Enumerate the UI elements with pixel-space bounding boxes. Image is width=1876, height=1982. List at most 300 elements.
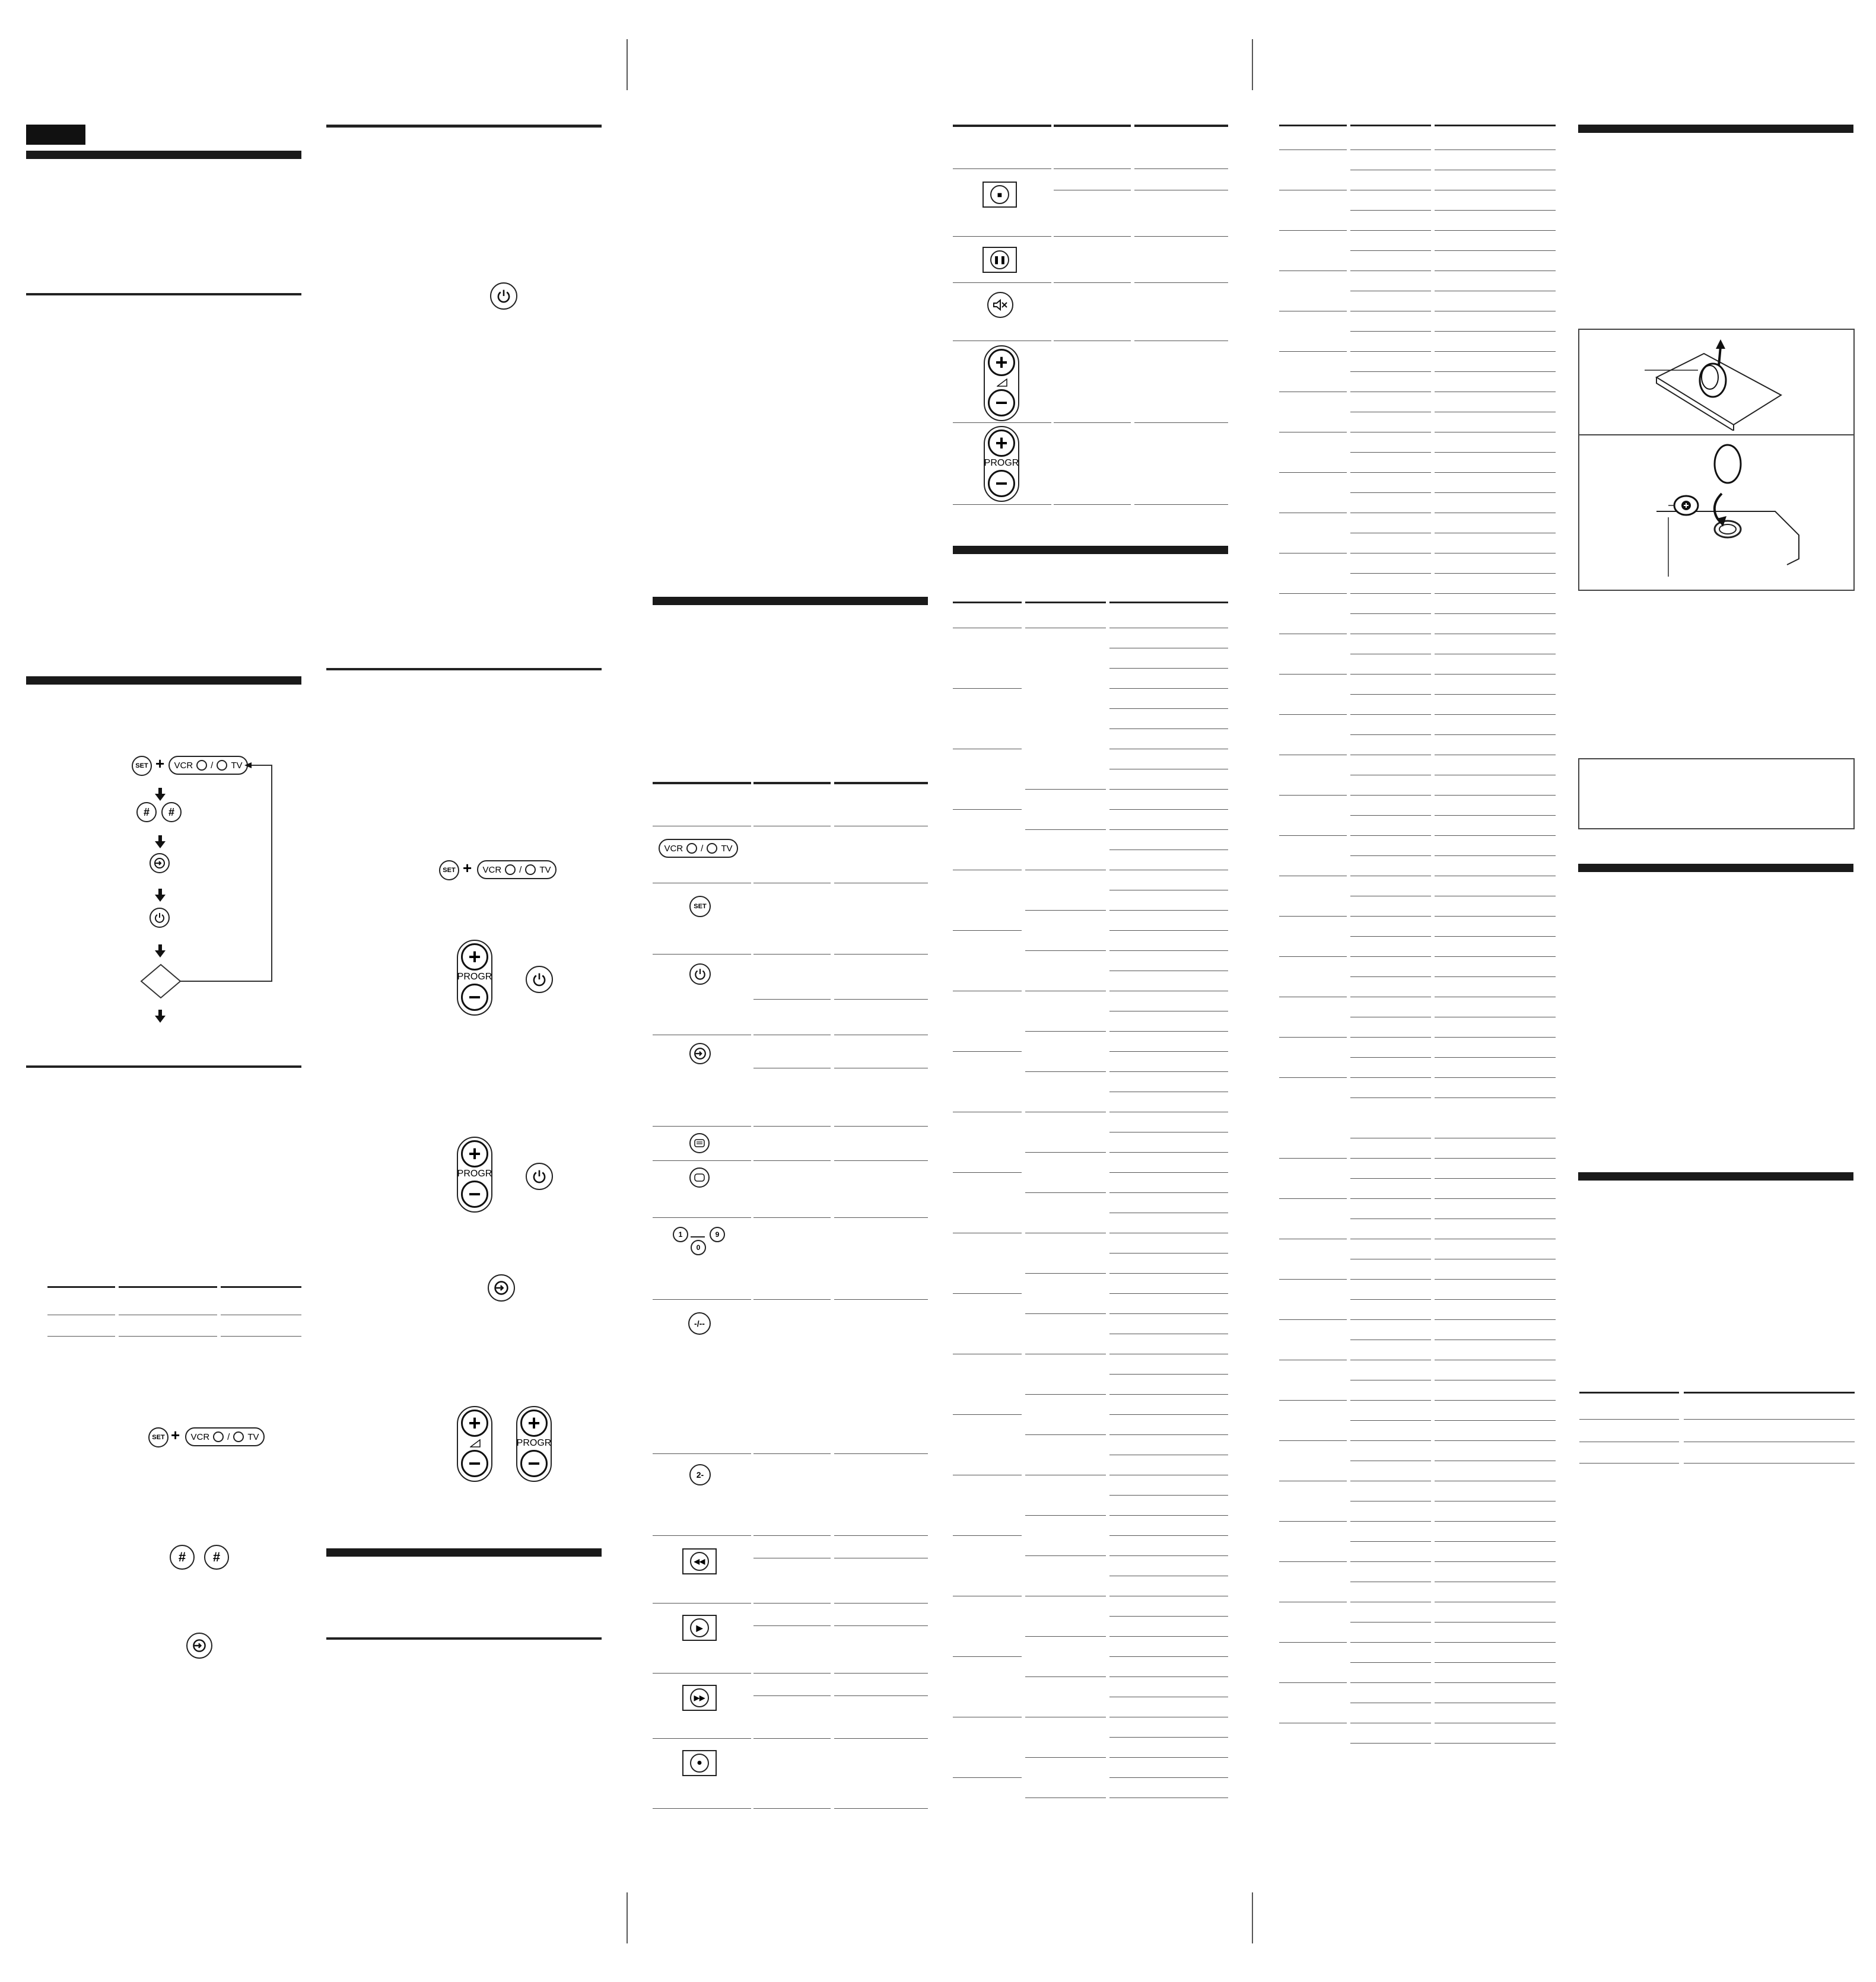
table-row-rule — [1025, 1192, 1106, 1193]
table-row-rule — [1054, 422, 1131, 423]
table-row-rule — [1350, 230, 1431, 231]
table-row-rule — [119, 1336, 217, 1337]
table-row-rule — [834, 1126, 928, 1127]
table-row-rule — [1025, 1273, 1106, 1274]
table-row-rule — [953, 1172, 1022, 1173]
section-rule-setup — [26, 676, 301, 685]
table-row-rule — [1279, 1037, 1347, 1038]
input-button — [186, 1633, 212, 1659]
table-row-rule — [653, 1299, 751, 1300]
table-row-rule — [1350, 1198, 1431, 1199]
rewind-icon: ◀◀ — [690, 1552, 709, 1571]
hash-button-1: # — [136, 802, 157, 822]
table-row-rule — [1279, 593, 1347, 594]
play-button — [682, 1615, 717, 1641]
table-row-rule — [1350, 492, 1431, 493]
table-row-rule — [834, 1808, 928, 1809]
table-row-rule — [1684, 1463, 1855, 1464]
table-row-rule — [753, 1625, 831, 1626]
progr-label: PROGR — [457, 972, 492, 982]
table-row-rule — [1025, 1636, 1106, 1637]
table-row-rule — [1435, 835, 1556, 836]
table-row-rule — [953, 1777, 1022, 1778]
play-icon: ▶ — [690, 1618, 709, 1637]
progr-label: PROGR — [984, 458, 1019, 468]
fold-mark-bottom-2 — [1252, 1892, 1253, 1943]
table-row-rule — [1109, 1031, 1228, 1032]
progr-rocker — [457, 940, 492, 1016]
battery-insert-drawing — [1645, 440, 1805, 583]
table-row-rule — [1350, 855, 1431, 856]
table-row-rule — [1435, 210, 1556, 211]
table-row-rule — [1350, 835, 1431, 836]
teletext-button — [689, 1133, 710, 1153]
table-row-rule — [1054, 282, 1131, 283]
table-row-rule — [1279, 1279, 1347, 1280]
down-arrow-icon — [155, 841, 166, 848]
table-row-rule — [1435, 815, 1556, 816]
table-row-rule — [1109, 1616, 1228, 1617]
battery-illustration — [1578, 329, 1855, 591]
fold-mark-top-2 — [1252, 39, 1253, 90]
table-row-rule — [1025, 789, 1106, 790]
progr-label: PROGR — [457, 1169, 492, 1179]
table-row-rule — [1435, 573, 1556, 574]
plus-icon: + — [461, 1140, 488, 1167]
table-row-rule — [1579, 1419, 1679, 1420]
table-row-rule — [1109, 950, 1228, 951]
vcr-dot — [505, 864, 516, 875]
table-row-rule — [1435, 855, 1556, 856]
table-row-rule — [1109, 1495, 1228, 1496]
table-row-rule — [953, 1656, 1022, 1657]
table-row-rule — [753, 999, 831, 1000]
table-row-rule — [1279, 1319, 1347, 1320]
table-row-rule — [1109, 1172, 1228, 1173]
table-row-rule — [953, 236, 1051, 237]
progr-rocker — [457, 1137, 492, 1213]
section-rule-2 — [26, 1065, 301, 1068]
table-row-rule — [1279, 1561, 1347, 1562]
table-row-rule — [753, 954, 831, 955]
vcr-label: VCR — [482, 864, 502, 875]
rewind-button — [682, 1548, 717, 1574]
number-0-button: 0 — [691, 1240, 706, 1255]
table-row-rule — [1435, 1198, 1556, 1199]
table-row-rule — [1350, 250, 1431, 251]
record-button — [682, 1750, 717, 1776]
input-icon — [694, 1047, 707, 1060]
table-row-rule — [1025, 1515, 1106, 1516]
table-row-rule — [1134, 422, 1228, 423]
illustration-divider — [1579, 434, 1853, 435]
table-row-rule — [1435, 734, 1556, 735]
vcr-tv-switch — [185, 1427, 265, 1446]
plus-sign: + — [463, 859, 472, 877]
tv-label: TV — [539, 864, 551, 875]
table-row-rule — [834, 999, 928, 1000]
table-row-rule — [1435, 1077, 1556, 1078]
table-row-rule — [1109, 789, 1228, 790]
down-arrow-icon — [155, 895, 166, 902]
table-row-rule — [1435, 351, 1556, 352]
table-row-rule — [1109, 1394, 1228, 1395]
table-row-rule — [753, 1535, 831, 1536]
plus-icon: + — [988, 430, 1015, 457]
set-button: SET — [689, 896, 711, 917]
table-header-rule — [221, 1286, 301, 1288]
stop-icon: ■ — [990, 185, 1009, 204]
table-row-rule — [1350, 795, 1431, 796]
language-tab — [26, 125, 85, 145]
table-row-rule — [1435, 1521, 1556, 1522]
table-row-rule — [1279, 714, 1347, 715]
vcr-tv-switch — [659, 839, 738, 858]
table-row-rule — [1435, 916, 1556, 917]
table-row-rule — [1579, 1463, 1679, 1464]
table-row-rule — [1109, 1051, 1228, 1052]
table-header-rule — [953, 125, 1051, 127]
table-row-rule — [1350, 714, 1431, 715]
table-row-rule — [1435, 1178, 1556, 1179]
table-row-rule — [1350, 1178, 1431, 1179]
table-row-rule — [1435, 1682, 1556, 1683]
set-button: SET — [439, 860, 459, 880]
input-icon — [494, 1280, 509, 1296]
fold-mark-bottom-1 — [627, 1892, 628, 1943]
input-icon — [154, 857, 166, 869]
table-row-rule — [1350, 1037, 1431, 1038]
separator: / — [227, 1431, 230, 1442]
table-header-rule — [1279, 125, 1347, 126]
table-row-rule — [1435, 331, 1556, 332]
table-row-rule — [1025, 1434, 1106, 1435]
table-row-rule — [834, 1673, 928, 1674]
plus-icon: + — [520, 1410, 548, 1437]
power-icon — [154, 912, 166, 924]
table-row-rule — [653, 1535, 751, 1536]
table-row-rule — [1350, 1743, 1431, 1744]
table-row-rule — [1279, 149, 1347, 150]
table-row-rule — [1435, 1299, 1556, 1300]
table-row-rule — [653, 1738, 751, 1739]
table-header-rule — [1025, 602, 1106, 603]
table-row-rule — [1435, 1279, 1556, 1280]
table-row-rule — [653, 1217, 751, 1218]
table-row-rule — [1279, 1521, 1347, 1522]
progr-rocker — [516, 1406, 552, 1482]
table-row-rule — [1435, 371, 1556, 372]
table-row-rule — [753, 1808, 831, 1809]
table-row-rule — [1109, 1313, 1228, 1314]
number-1-button: 1 — [673, 1227, 688, 1242]
table-row-rule — [1435, 1743, 1556, 1744]
minus-icon: − — [461, 1450, 488, 1477]
table-row-rule — [953, 930, 1022, 931]
pause-icon: ❚❚ — [990, 250, 1009, 269]
plus-icon: + — [461, 943, 488, 971]
power-button — [490, 282, 517, 310]
table-row-rule — [753, 1603, 831, 1604]
table-row-rule — [1435, 452, 1556, 453]
table-row-rule — [1109, 1434, 1228, 1435]
power-button — [526, 1163, 553, 1190]
mute-icon — [992, 298, 1009, 312]
plus-sign: + — [171, 1426, 180, 1444]
table-row-rule — [1109, 910, 1228, 911]
section-rule-title — [26, 151, 301, 159]
volume-rocker — [984, 345, 1019, 421]
tv-screen-icon — [694, 1173, 705, 1182]
vcr-dot — [213, 1431, 224, 1442]
table-row-rule — [1350, 1400, 1431, 1401]
table-row-rule — [1435, 936, 1556, 937]
battery-cover-open-drawing — [1645, 336, 1793, 431]
table-row-rule — [1279, 1440, 1347, 1441]
table-header-rule — [119, 1286, 217, 1288]
table-row-rule — [221, 1336, 301, 1337]
table-row-rule — [1350, 593, 1431, 594]
table-row-rule — [1109, 1636, 1228, 1637]
minus-icon: − — [520, 1450, 548, 1477]
down-arrow-icon — [155, 950, 166, 957]
table-row-rule — [1109, 1535, 1228, 1536]
input-button — [150, 853, 170, 873]
table-row-rule — [753, 1695, 831, 1696]
section-rule-bold — [1578, 864, 1853, 872]
table-row-rule — [1435, 976, 1556, 977]
table-row-rule — [953, 168, 1051, 169]
table-row-rule — [653, 1673, 751, 1674]
table-row-rule — [753, 1673, 831, 1674]
table-row-rule — [1435, 149, 1556, 150]
table-row-rule — [1134, 236, 1228, 237]
section-rule-bold — [653, 597, 928, 605]
section-rule — [326, 668, 602, 670]
table-header-rule — [1054, 125, 1131, 127]
table-row-rule — [834, 1695, 928, 1696]
table-row-rule — [1279, 1682, 1347, 1683]
minus-icon: − — [988, 389, 1015, 416]
table-row-rule — [1350, 1319, 1431, 1320]
power-button — [689, 963, 711, 985]
vcr-label: VCR — [190, 1431, 210, 1442]
table-row-rule — [653, 1453, 751, 1454]
mute-button — [987, 292, 1013, 318]
table-row-rule — [753, 1453, 831, 1454]
table-row-rule — [1279, 1158, 1347, 1159]
table-row-rule — [1350, 613, 1431, 614]
table-row-rule — [1109, 1515, 1228, 1516]
table-row-rule — [834, 1738, 928, 1739]
table-row-rule — [1350, 956, 1431, 957]
power-button — [526, 966, 553, 993]
table-row-rule — [1109, 1192, 1228, 1193]
table-row-rule — [1435, 250, 1556, 251]
tv-label: TV — [231, 760, 243, 771]
table-row-rule — [1025, 910, 1106, 911]
table-header-rule — [1579, 1392, 1679, 1394]
table-header-rule — [1134, 125, 1228, 127]
teletext-icon — [694, 1138, 705, 1148]
hash-button-1: # — [170, 1545, 195, 1570]
table-row-rule — [1435, 956, 1556, 957]
tv-label: TV — [247, 1431, 259, 1442]
table-row-rule — [1350, 149, 1431, 150]
table-row-rule — [653, 1603, 751, 1604]
table-row-rule — [1109, 1777, 1228, 1778]
table-row-rule — [1435, 1440, 1556, 1441]
table-row-rule — [1350, 331, 1431, 332]
table-row-rule — [1350, 371, 1431, 372]
table-row-rule — [953, 1535, 1022, 1536]
number-9-button: 9 — [710, 1227, 725, 1242]
input-icon — [192, 1639, 206, 1653]
table-row-rule — [834, 1535, 928, 1536]
table-row-rule — [753, 1299, 831, 1300]
table-row-rule — [834, 1299, 928, 1300]
table-row-rule — [1435, 795, 1556, 796]
table-row-rule — [1025, 1555, 1106, 1556]
volume-wedge-icon — [470, 1439, 481, 1447]
tv-label: TV — [721, 843, 733, 854]
input-button — [689, 1043, 711, 1064]
table-row-rule — [753, 1217, 831, 1218]
table-row-rule — [1350, 1158, 1431, 1159]
table-row-rule — [1109, 1656, 1228, 1657]
section-rule-1 — [26, 293, 301, 295]
table-row-rule — [1350, 916, 1431, 917]
table-row-rule — [1109, 930, 1228, 931]
table-row-rule — [753, 1126, 831, 1127]
table-row-rule — [1109, 728, 1228, 729]
table-row-rule — [1279, 1400, 1347, 1401]
volume-rocker — [457, 1406, 492, 1482]
down-arrow-icon — [155, 794, 166, 801]
table-row-rule — [1109, 1676, 1228, 1677]
fast-forward-button — [682, 1685, 717, 1711]
table-row-rule — [1025, 1676, 1106, 1677]
table-row-rule — [953, 1414, 1022, 1415]
table-row-rule — [1109, 1555, 1228, 1556]
separator: / — [519, 864, 522, 875]
table-row-rule — [1025, 1313, 1106, 1314]
table-row-rule — [1435, 613, 1556, 614]
table-row-rule — [1435, 1057, 1556, 1058]
table-row-rule — [1435, 492, 1556, 493]
table-row-rule — [1279, 1198, 1347, 1199]
table-row-rule — [953, 688, 1022, 689]
table-row-rule — [1025, 1152, 1106, 1153]
table-row-rule — [1109, 1152, 1228, 1153]
volume-wedge-icon — [997, 378, 1007, 387]
table-row-rule — [1350, 1077, 1431, 1078]
tv-dot — [525, 864, 536, 875]
table-row-rule — [1054, 504, 1131, 505]
table-row-rule — [1134, 504, 1228, 505]
table-row-rule — [1279, 1642, 1347, 1643]
table-row-rule — [1025, 1394, 1106, 1395]
table-row-rule — [653, 1808, 751, 1809]
section-rule-bold — [1578, 125, 1853, 133]
section-rule-bold — [326, 1548, 602, 1557]
table-row-rule — [1435, 1158, 1556, 1159]
plus-sign: + — [155, 755, 165, 772]
table-row-rule — [1435, 1662, 1556, 1663]
table-row-rule — [1109, 1737, 1228, 1738]
table-row-rule — [1109, 1253, 1228, 1254]
table-row-rule — [1279, 1077, 1347, 1078]
tv-mode-button — [689, 1167, 710, 1188]
progr-rocker — [984, 426, 1019, 502]
range-dash — [691, 1236, 705, 1237]
table-row-rule — [1109, 688, 1228, 689]
hash-button-2: # — [204, 1545, 229, 1570]
double-digit-button: -/-- — [688, 1312, 711, 1335]
stop-button — [982, 182, 1017, 208]
table-header-rule — [653, 782, 751, 784]
separator: / — [701, 843, 704, 854]
table-row-rule — [1435, 714, 1556, 715]
table-row-rule — [1350, 674, 1431, 675]
pause-button — [982, 247, 1017, 273]
table-row-rule — [1350, 1642, 1431, 1643]
power-button — [150, 908, 170, 928]
table-row-rule — [1279, 351, 1347, 352]
table-row-rule — [1109, 668, 1228, 669]
table-row-rule — [1109, 1293, 1228, 1294]
table-row-rule — [953, 422, 1051, 423]
fold-mark-top-1 — [627, 39, 628, 90]
record-icon: ● — [690, 1754, 709, 1773]
table-row-rule — [1054, 168, 1131, 169]
power-icon — [532, 972, 547, 987]
table-row-rule — [1350, 472, 1431, 473]
table-row-rule — [1435, 1400, 1556, 1401]
table-row-rule — [1109, 809, 1228, 810]
decision-diamond — [140, 963, 182, 999]
table-row-rule — [753, 1160, 831, 1161]
table-row-rule — [1350, 1682, 1431, 1683]
table-row-rule — [953, 1293, 1022, 1294]
table-row-rule — [1109, 1374, 1228, 1375]
table-header-rule — [1435, 125, 1556, 126]
table-row-rule — [1350, 976, 1431, 977]
table-row-rule — [1109, 1273, 1228, 1274]
table-header-rule — [1350, 125, 1431, 126]
table-row-rule — [834, 954, 928, 955]
table-row-rule — [834, 1603, 928, 1604]
table-header-rule — [1684, 1392, 1855, 1394]
table-row-rule — [1109, 708, 1228, 709]
progr-label: PROGR — [516, 1438, 552, 1448]
plus-icon: + — [461, 1410, 488, 1437]
table-row-rule — [1435, 674, 1556, 675]
table-row-rule — [1350, 351, 1431, 352]
table-header-rule — [47, 1286, 115, 1288]
table-row-rule — [653, 954, 751, 955]
table-row-rule — [1134, 168, 1228, 169]
table-row-rule — [1435, 1541, 1556, 1542]
vcr-label: VCR — [664, 843, 683, 854]
minus-icon: − — [461, 984, 488, 1011]
section-rule-bold — [953, 546, 1228, 554]
vcr-tv-switch — [477, 860, 557, 879]
section-rule — [326, 125, 602, 128]
table-row-rule — [1435, 1037, 1556, 1038]
table-row-rule — [1350, 1521, 1431, 1522]
table-row-rule — [1109, 829, 1228, 830]
